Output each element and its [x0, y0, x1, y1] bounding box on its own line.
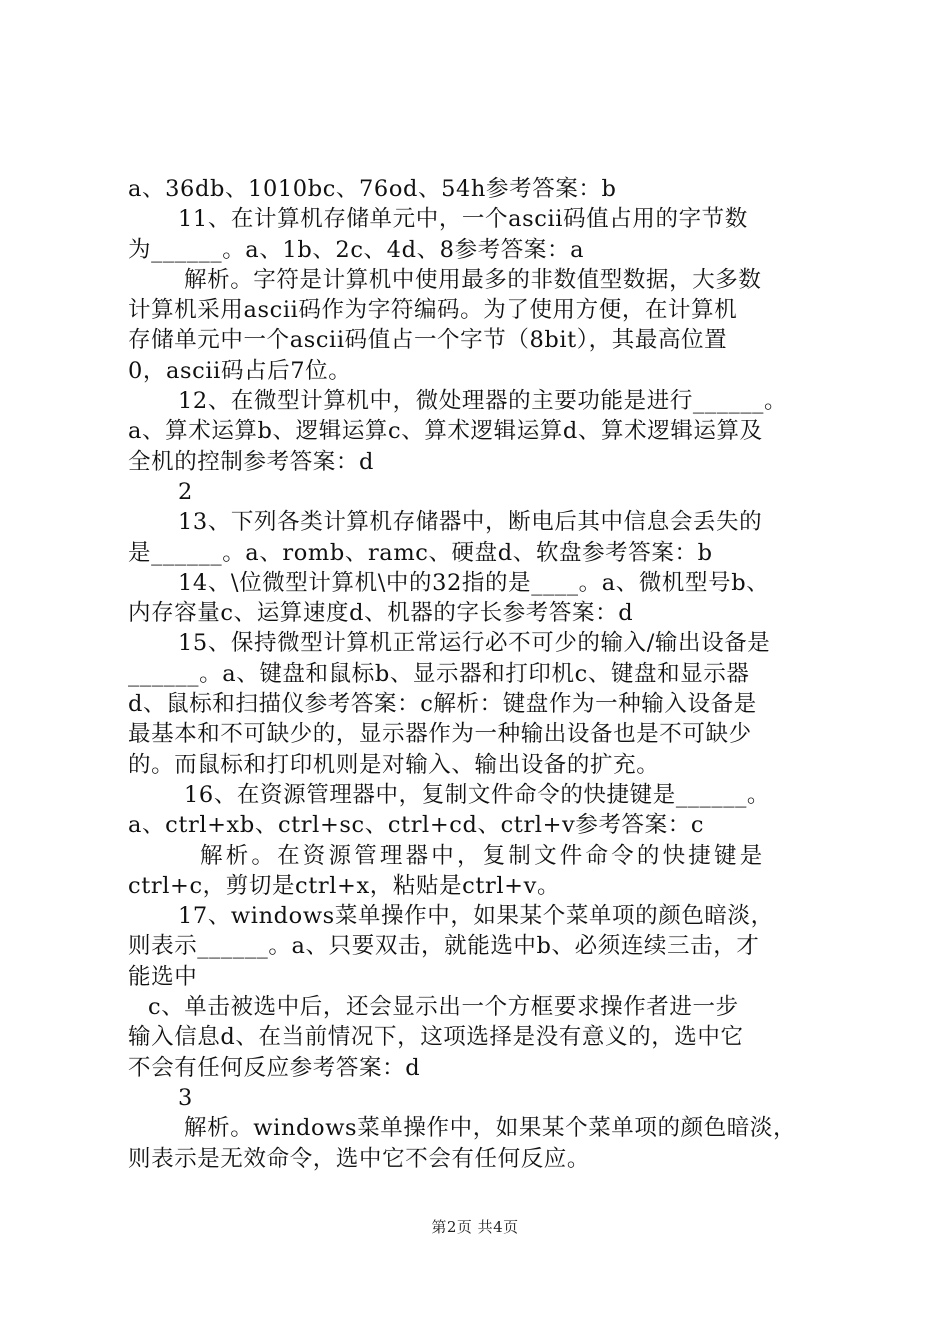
- page-marker: 3: [178, 1084, 193, 1111]
- text-line: 能选中: [128, 963, 198, 990]
- text-line: d、鼠标和扫描仪参考答案：c解析：键盘作为一种输入设备是: [128, 691, 757, 718]
- text-line: 的。而鼠标和打印机则是对输入、输出设备的扩充。: [128, 751, 660, 778]
- text-line: 16、在资源管理器中，复制文件命令的快捷键是______。: [184, 781, 771, 808]
- text-line: 14、\位微型计算机\中的32指的是____。a、微机型号b、: [178, 569, 770, 596]
- text-line: a、36db、1010bc、76od、54h参考答案：b: [128, 176, 617, 202]
- document-body: [128, 174, 838, 1174]
- text-line: 不会有任何反应参考答案：d: [128, 1054, 421, 1081]
- text-line: 11、在计算机存储单元中，一个ascii码值占用的字节数: [178, 206, 748, 233]
- text-line: 解析。字符是计算机中使用最多的非数值型数据，大多数: [184, 266, 762, 293]
- text-line: a、ctrl+xb、ctrl+sc、ctrl+cd、ctrl+v参考答案：c: [128, 812, 705, 839]
- text-line: 是______。a、romb、ramc、硬盘d、软盘参考答案：b: [128, 539, 713, 566]
- text-line: c、单击被选中后，还会显示出一个方框要求操作者进一步: [148, 994, 739, 1021]
- text-line: 输入信息d、在当前情况下，这项选择是没有意义的，选中它: [128, 1024, 744, 1051]
- text-line: 解析。windows菜单操作中，如果某个菜单项的颜色暗淡，: [184, 1115, 797, 1142]
- text-line: a、算术运算b、逻辑运算c、算术逻辑运算d、算术逻辑运算及: [128, 418, 763, 445]
- text-line: 内存容量c、运算速度d、机器的字长参考答案：d: [128, 600, 634, 627]
- text-line: 0，ascii码占后7位。: [128, 357, 352, 384]
- text-line: 15、保持微型计算机正常运行必不可少的输入/输出设备是: [178, 630, 771, 657]
- text-line: 计算机采用ascii码作为字符编码。为了使用方便，在计算机: [128, 297, 738, 324]
- text-line: 13、下列各类计算机存储器中，断电后其中信息会丢失的: [178, 509, 763, 536]
- text-line: ______。a、键盘和鼠标b、显示器和打印机c、键盘和显示器: [128, 660, 750, 687]
- text-line: 全机的控制参考答案：d: [128, 448, 375, 475]
- page-footer: 第2页 共4页: [431, 1218, 519, 1236]
- text-line: 解析。在资源管理器中，复制文件命令的快捷键是: [200, 842, 766, 869]
- text-line: 则表示______。a、只要双击，就能选中b、必须连续三击，才: [128, 933, 760, 960]
- text-line: 12、在微型计算机中，微处理器的主要功能是进行______。: [178, 388, 788, 415]
- text-line: 则表示是无效命令，选中它不会有任何反应。: [128, 1145, 591, 1172]
- page-marker: 2: [178, 478, 193, 505]
- text-line: 存储单元中一个ascii码值占一个字节（8bit），其最高位置: [128, 327, 728, 354]
- text-line: 最基本和不可缺少的，显示器作为一种输出设备也是不可缺少: [128, 721, 752, 748]
- text-line: ctrl+c，剪切是ctrl+x，粘贴是ctrl+v。: [128, 872, 561, 899]
- text-line: 为______。a、1b、2c、4d、8参考答案：a: [128, 236, 585, 263]
- text-line: 17、windows菜单操作中，如果某个菜单项的颜色暗淡，: [178, 903, 774, 930]
